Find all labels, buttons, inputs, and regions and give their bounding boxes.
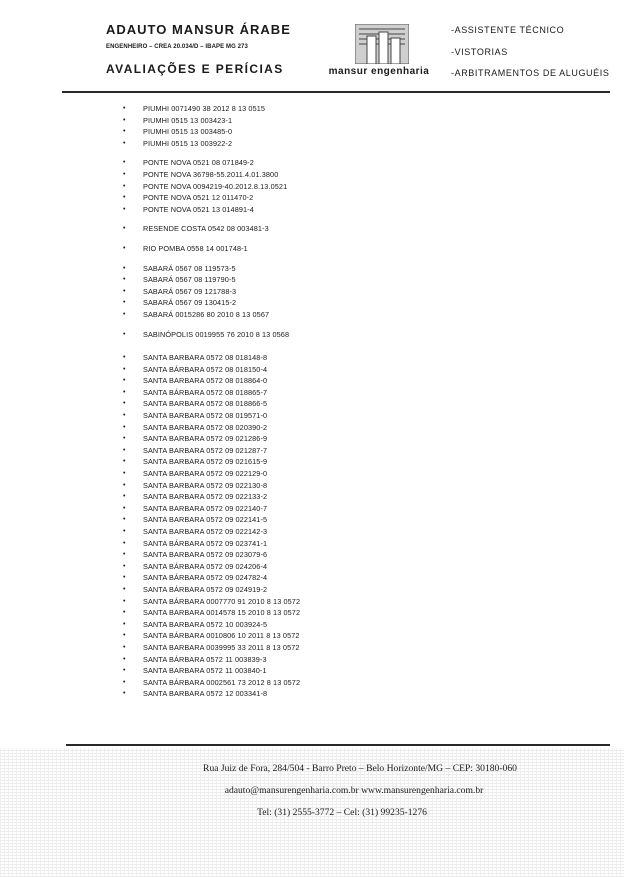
bullet-icon: •	[123, 574, 126, 582]
footer-address: Rua Juiz de Fora, 284/504 - Barro Preto – Belo Horizonte/MG – CEP: 30180-060	[203, 763, 517, 774]
bullet-icon: •	[123, 128, 126, 136]
list-item-text: RIO POMBA 0558 14 001748-1	[143, 243, 248, 253]
bullet-icon: •	[123, 276, 126, 284]
list-item	[0, 445, 624, 457]
list-item	[0, 297, 624, 309]
list-item	[0, 526, 624, 538]
process-list	[0, 103, 624, 700]
list-item	[0, 309, 624, 321]
group-spacer	[0, 149, 624, 157]
bullet-icon: •	[123, 597, 126, 605]
list-item-text: SANTA BARBARA 0572 08 018864-0	[143, 376, 268, 386]
list-item	[0, 538, 624, 550]
bullet-icon: •	[123, 287, 126, 295]
list-item-text: SANTA BARBARA 0039995 33 2011 8 13 0572	[143, 642, 300, 652]
list-item	[0, 665, 624, 677]
bullet-icon: •	[123, 516, 126, 524]
list-item-text: SABARÁ 0015286 80 2010 8 13 0567	[143, 309, 270, 319]
bullet-icon: •	[123, 182, 126, 190]
list-item-text: SANTA BARBARA 0572 10 003924-5	[143, 619, 268, 629]
service-item: -ASSISTENTE TÉCNICO	[451, 25, 565, 35]
list-item-text: SANTA BÁRBARA 0572 09 023741-1	[143, 538, 268, 548]
bullet-icon: •	[123, 632, 126, 640]
bullet-icon: •	[123, 264, 126, 272]
service-item: -ARBITRAMENTOS DE ALUGUÉIS	[451, 68, 610, 78]
bullet-icon: •	[123, 609, 126, 617]
bullet-icon: •	[123, 116, 126, 124]
list-item	[0, 115, 624, 127]
list-item-text: SANTA BARBARA 0572 08 018866-5	[143, 399, 268, 409]
list-item-text: SABARÁ 0567 09 130415-2	[143, 298, 237, 308]
bullet-icon: •	[123, 446, 126, 454]
bullet-icon: •	[123, 225, 126, 233]
bullet-icon: •	[123, 377, 126, 385]
list-item-text: PIUMHI 0071490 38 2012 8 13 0515	[143, 104, 266, 113]
bullet-icon: •	[123, 194, 126, 202]
header-divider	[62, 91, 610, 93]
list-item	[0, 103, 624, 115]
list-item-text: SANTA BARBARA 0572 09 022130-8	[143, 480, 268, 490]
list-item-text: SANTA BARBARA 0572 11 003840-1	[143, 666, 267, 676]
list-item-text: SANTA BARBARA 0572 08 019571-0	[143, 411, 268, 421]
list-item-text: PONTE NOVA 0521 12 011470-2	[143, 193, 254, 203]
list-item-text: PIUMHI 0515 13 003423-1	[143, 115, 233, 125]
company-name: ADAUTO MANSUR ÁRABE	[106, 22, 291, 37]
list-item	[0, 243, 624, 255]
company-tagline: AVALIAÇÕES E PERÍCIAS	[106, 62, 284, 76]
list-item	[0, 514, 624, 526]
list-item	[0, 192, 624, 204]
list-item-text: PIUMHI 0515 13 003922-2	[143, 138, 233, 148]
list-item	[0, 677, 624, 689]
list-item	[0, 169, 624, 181]
bullet-icon: •	[123, 244, 126, 252]
list-item	[0, 410, 624, 422]
list-item-text: RESENDE COSTA 0542 08 003481-3	[143, 224, 269, 234]
list-item	[0, 223, 624, 235]
logo-wordmark: mansur engenharia	[328, 66, 430, 77]
list-item	[0, 480, 624, 492]
bullet-icon: •	[123, 539, 126, 547]
list-item-text: SANTA BÁRBARA 0572 08 018865-7	[143, 387, 268, 397]
list-item	[0, 398, 624, 410]
list-item-text: SANTA BARBARA 0572 12 003341-8	[143, 689, 268, 699]
list-item-text: SANTA BARBARA 0572 09 022142-3	[143, 527, 268, 536]
bullet-icon: •	[123, 562, 126, 570]
list-item-text: PIUMHI 0515 13 003485-0	[143, 127, 233, 137]
list-item-text: PONTE NOVA 36798-55.2011.4.01.3800	[143, 169, 279, 179]
list-item-text: SANTA BÁRBARA 0002561 73 2012 8 13 0572	[143, 677, 301, 687]
list-item-text: SANTA BARBARA 0572 09 021286-9	[143, 434, 268, 444]
list-item-text: PONTE NOVA 0094219-40.2012.8.13.0521	[143, 181, 288, 191]
group-spacer	[0, 215, 624, 223]
list-item-text: SANTA BARBARA 0572 09 022141-5	[143, 515, 268, 525]
bullet-icon: •	[123, 643, 126, 651]
bullet-icon: •	[123, 159, 126, 167]
service-item: -VISTORIAS	[451, 46, 508, 57]
list-item-text: SANTA BÁRBARA 0572 09 024206-4	[143, 561, 268, 571]
bullet-icon: •	[123, 528, 126, 535]
building-logo-icon	[355, 24, 409, 64]
bullet-icon: •	[123, 481, 126, 489]
list-item	[0, 654, 624, 666]
list-item	[0, 204, 624, 216]
list-item	[0, 138, 624, 150]
list-item-text: SABARÁ 0567 09 121788-3	[143, 286, 237, 296]
bullet-icon: •	[123, 412, 126, 420]
bullet-icon: •	[123, 365, 126, 373]
list-item	[0, 491, 624, 503]
list-item	[0, 607, 624, 619]
bullet-icon: •	[123, 170, 126, 178]
footer-phone: Tel: (31) 2555-3772 – Cel: (31) 99235-1276	[257, 807, 427, 818]
group-spacer	[0, 340, 624, 352]
list-item	[0, 375, 624, 387]
bullet-icon: •	[123, 667, 126, 675]
list-item	[0, 286, 624, 298]
letterhead	[0, 0, 624, 95]
list-item-text: SABARÁ 0567 08 119790-5	[143, 275, 236, 285]
list-item	[0, 503, 624, 515]
bullet-icon: •	[123, 388, 126, 396]
services-list	[451, 24, 609, 89]
bullet-icon: •	[123, 105, 126, 112]
list-item	[0, 263, 624, 275]
list-item-text: SABARÁ 0567 08 119573-5	[143, 263, 236, 273]
list-item	[0, 619, 624, 631]
bullet-icon: •	[123, 423, 126, 431]
list-item-text: SANTA BARBARA 0572 08 018148-8	[143, 353, 268, 363]
list-item-text: SANTA BÁRBARA 0572 11 003839-3	[143, 654, 267, 664]
bullet-icon: •	[123, 493, 126, 501]
list-item-text: SANTA BÁRBARA 0010806 10 2011 8 13 0572	[143, 631, 300, 641]
list-item-text: SANTA BÁRBARA 0007770 91 2010 8 13 0572	[143, 596, 301, 606]
group-spacer	[0, 321, 624, 329]
list-item	[0, 584, 624, 596]
company-credentials: ENGENHEIRO – CREA 20.034/D – IBAPE MG 273	[106, 44, 248, 50]
list-item-text: SANTA BARBARA 0572 09 023079-6	[143, 550, 268, 560]
list-item	[0, 352, 624, 364]
letterhead-footer	[0, 762, 624, 828]
list-item	[0, 596, 624, 608]
list-item-text: SANTA BÁRBARA 0572 09 024782-4	[143, 573, 268, 583]
bullet-icon: •	[123, 620, 126, 628]
list-item-text: SANTA BARBARA 0572 09 021287-7	[143, 445, 268, 455]
bullet-icon: •	[123, 435, 126, 443]
list-item-text: SANTA BARBARA 0572 09 022133-2	[143, 492, 268, 502]
list-item	[0, 642, 624, 654]
list-item	[0, 181, 624, 193]
company-logo	[327, 22, 431, 80]
bullet-icon: •	[123, 585, 126, 593]
list-item	[0, 329, 624, 341]
footer-contacts: adauto@mansurengenharia.com.br www.mansurengenharia.com.br	[224, 785, 484, 796]
bullet-icon: •	[123, 655, 126, 663]
list-item	[0, 387, 624, 399]
bullet-icon: •	[123, 458, 126, 466]
list-item	[0, 630, 624, 642]
bullet-icon: •	[123, 690, 126, 698]
bullet-icon: •	[123, 299, 126, 307]
list-item	[0, 549, 624, 561]
list-item-text: SANTA BÁRBARA 0572 09 024919-2	[143, 584, 268, 594]
list-item	[0, 364, 624, 376]
list-item	[0, 126, 624, 138]
list-item-text: PONTE NOVA 0521 08 071849-2	[143, 158, 254, 168]
list-item	[0, 422, 624, 434]
list-item	[0, 468, 624, 480]
footer-divider	[66, 744, 610, 746]
list-item-text: SANTA BARBARA 0572 08 020390-2	[143, 422, 268, 432]
bullet-icon: •	[123, 205, 126, 213]
bullet-icon: •	[123, 139, 126, 147]
list-item	[0, 157, 624, 169]
list-item	[0, 433, 624, 445]
list-item	[0, 688, 624, 700]
bullet-icon: •	[123, 330, 126, 338]
list-item	[0, 456, 624, 468]
bullet-icon: •	[123, 504, 126, 512]
list-item-text: SANTA BARBARA 0572 09 021615-9	[143, 457, 268, 467]
bullet-icon: •	[123, 310, 126, 318]
group-spacer	[0, 235, 624, 243]
list-item	[0, 572, 624, 584]
list-item-text: SANTA BARBARA 0572 09 022140-7	[143, 503, 268, 513]
bullet-icon: •	[123, 354, 126, 362]
list-item-text: SANTA BARBARA 0014578 15 2010 8 13 0572	[143, 608, 301, 618]
list-item-text: PONTE NOVA 0521 13 014891-4	[143, 204, 254, 214]
bullet-icon: •	[123, 400, 126, 408]
group-spacer	[0, 255, 624, 263]
list-item-text: SANTA BARBARA 0572 09 022129-0	[143, 469, 268, 479]
bullet-icon: •	[123, 551, 126, 559]
bullet-icon: •	[123, 678, 126, 686]
list-item-text: SABINÓPOLIS 0019955 76 2010 8 13 0568	[143, 329, 290, 339]
list-item-text: SANTA BÁRBARA 0572 08 018150-4	[143, 364, 268, 374]
list-item	[0, 274, 624, 286]
bullet-icon: •	[123, 470, 126, 478]
list-item	[0, 561, 624, 573]
